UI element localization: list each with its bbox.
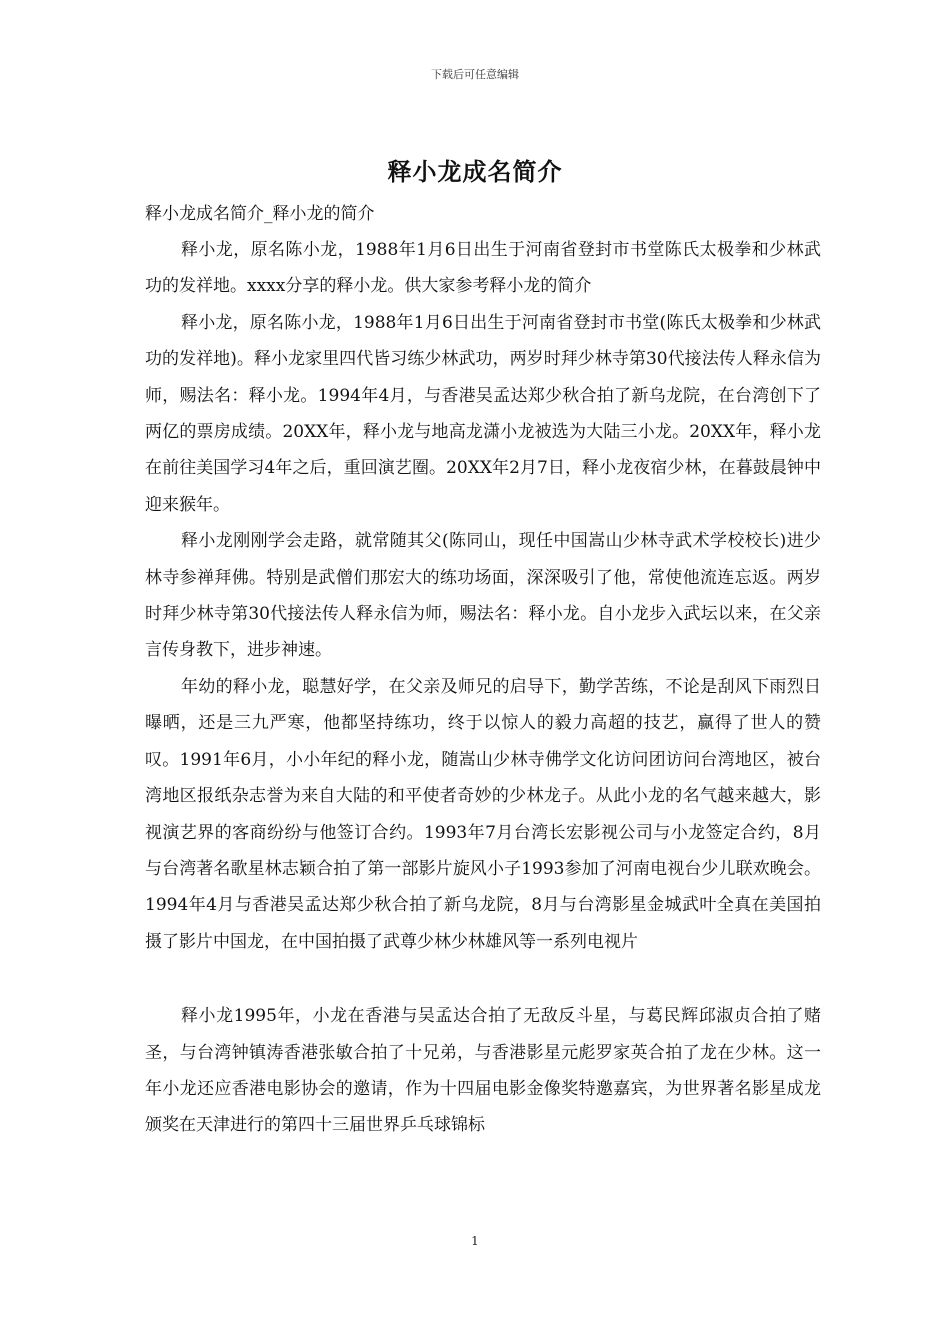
paragraph-childhood: 释小龙刚刚学会走路，就常随其父(陈同山，现任中国嵩山少林寺武术学校校长)进少林寺参禅拜佛。特别是武僧们那宏大的练功场面，深深吸引了他，常使他流连忘返。两岁时拜少林寺第30代接法传人释永信为师，赐法名：释小龙。自小龙步入武坛以来，在父亲言传身教下，进步神速。 [145,531,821,661]
document-title: 释小龙成名简介 [387,157,563,186]
paragraph-spacer [145,960,821,998]
page-number: 1 [471,1234,479,1248]
paragraph-1995-films: 释小龙1995年，小龙在香港与吴孟达合拍了无敌反斗星，与葛民辉邱淑贞合拍了赌圣，与台湾钟镇涛香港张敏合拍了十兄弟，与香港影星元彪罗家英合拍了龙在少林。这一年小龙还应香港电影协会的邀请，作为十四届电影金像奖特邀嘉宾，为世界著名影星成龙颁奖在天津进行的第四十三届世界乒乓球锦标 [145,1006,821,1136]
document-subtitle: 释小龙成名简介_释小龙的简介 [145,204,375,224]
header-note: 下载后可任意编辑 [431,68,519,81]
paragraph-early-career: 年幼的释小龙，聪慧好学，在父亲及师兄的启导下，勤学苦练，不论是刮风下雨烈日曝晒，还是三九严寒，他都坚持练功，终于以惊人的毅力高超的技艺，赢得了世人的赞叹。1991年6月，小小年纪的释小龙，随嵩山少林寺佛学文化访问团访问台湾地区，被台湾地区报纸杂志誉为来自大陆的和平使者奇妙的少林龙子。从此小龙的名气越来越大，影视演艺界的客商纷纷与他签订合约。1993年7月台湾长宏影视公司与小龙签定合约，8月与台湾著名歌星林志颖合拍了第一部影片旋风小子1993参加了河南电视台少儿联欢晚会。1994年4月与香港吴孟达郑少秋合拍了新乌龙院，8月与台湾影星金城武叶全真在美国拍摄了影片中国龙，在中国拍摄了武尊少林少林雄风等一系列电视片 [145,676,821,952]
document-body [145,196,821,1144]
paragraph-biography: 释小龙，原名陈小龙，1988年1月6日出生于河南省登封市书堂(陈氏太极拳和少林武功的发祥地)。释小龙家里四代皆习练少林武功，两岁时拜少林寺第30代接法传人释永信为师，赐法名：释小龙。1994年4月，与香港吴孟达郑少秋合拍了新乌龙院，在台湾创下了两亿的票房成绩。20XX年，释小龙与地高龙潇小龙被选为大陆三小龙。20XX年，释小龙在前往美国学习4年之后，重回演艺圈。20XX年2月7日，释小龙夜宿少林，在暮鼓晨钟中迎来猴年。 [145,312,821,515]
paragraph-intro: 释小龙，原名陈小龙，1988年1月6日出生于河南省登封市书堂陈氏太极拳和少林武功的发祥地。xxxx分享的释小龙。供大家参考释小龙的简介 [145,240,821,297]
